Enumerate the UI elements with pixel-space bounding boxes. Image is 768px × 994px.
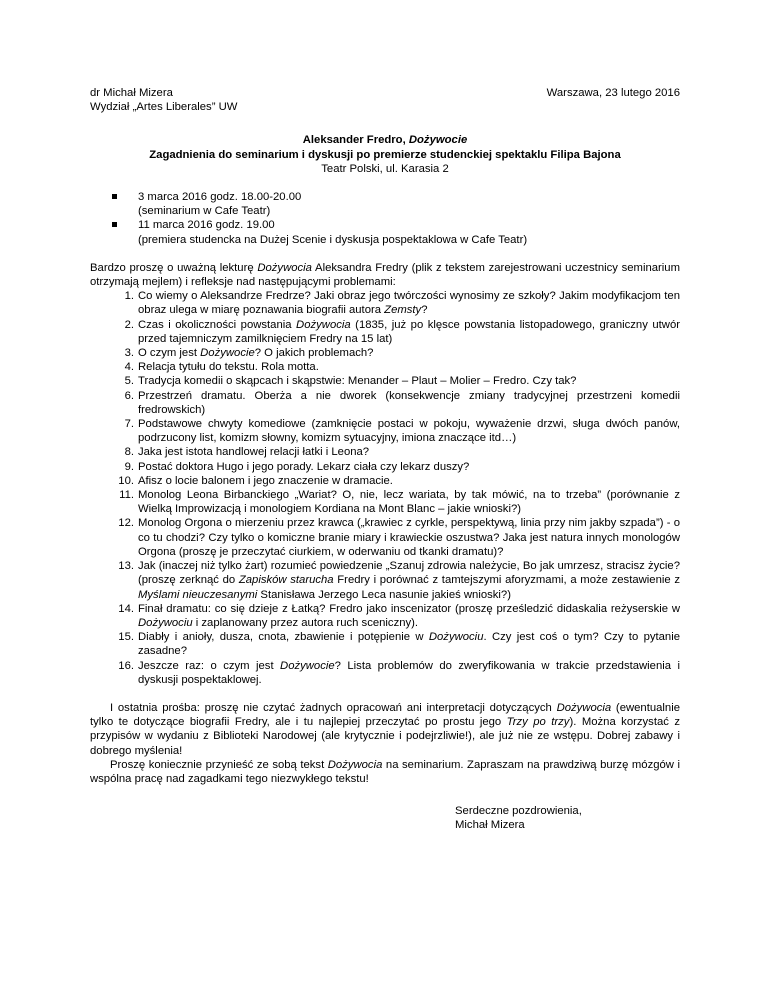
question-item: 1. Co wiemy o Aleksandrze Fredrze? Jaki obraz jego twórczości wynosimy ze szkoły? Jakim modyfikacjom ten obraz ulega w miarę poznawania biografii autora Zemsty?: [124, 290, 680, 317]
intro-paragraph: Bardzo proszę o uważną lekturę Dożywocia Aleksandra Fredry (plik z tekstem zarejestrowani uczestnicy seminarium otrzymają mejlem) i refleksje nad następującymi problemami:: [90, 261, 680, 289]
event-list: [90, 190, 680, 247]
square-bullet-icon: [112, 194, 117, 199]
title-block: [90, 133, 680, 176]
question-item: 3. O czym jest Dożywocie? O jakich problemach?: [124, 347, 374, 360]
square-bullet-icon: [112, 222, 117, 227]
question-item: 9. Postać doktora Hugo i jego porady. Lekarz ciała czy lekarz duszy?: [124, 460, 470, 473]
signature-name: Michał Mizera: [455, 819, 525, 832]
question-item: 5. Tradycja komedii o skąpcach i skąpstwie: Menander – Plaut – Molier – Fredro. Czy tak?: [124, 375, 577, 388]
question-item: 4. Relacja tytułu do tekstu. Rola motta.: [124, 361, 319, 374]
question-item: 7. Podstawowe chwyty komediowe (zamknięcie postaci w pokoju, wyważenie drzwi, sługa dwóch panów, podrzucony list, komizm słowny, komizm sytuacyjny, imiona znaczące itd…): [124, 418, 680, 445]
department-name: Wydział „Artes Liberales” UW: [90, 101, 238, 114]
question-item: 12. Monolog Orgona o mierzeniu przez krawca („krawiec z cyrkle, perspektywą, linia przy nim jakby szpada”) - o co tu chodzi? Czy tylko o komiczne branie miary i krawieckie oszustwa? Jaka jest natura innych monologów Orgona (proszę je przeczytać ciurkiem, w oderwaniu od tkanki dramatu)?: [118, 517, 680, 558]
closing-paragraph: Proszę koniecznie przynieść ze sobą tekst Dożywocia na seminarium. Zapraszam na prawdziwą burzę mózgów i wspólna pracę nad zagadkami tego niezwykłego tekstu!: [90, 758, 680, 785]
work-title: Dożywocie: [408, 134, 468, 147]
event-note: (premiera studencka na Dużej Scenie i dyskusja pospektaklowa w Cafe Teatr): [138, 233, 528, 246]
question-item: 15. Diabły i anioły, dusza, cnota, zbawienie i potępienie w Dożywociu. Czy jest coś o tym? Czy to pytanie zasadne?: [118, 631, 680, 658]
event-note: (seminarium w Cafe Teatr): [138, 205, 271, 218]
document-title: Aleksander Fredro, Dożywocie: [302, 134, 468, 147]
event-item: [112, 218, 680, 246]
question-item: 2. Czas i okoliczności powstania Dożywocia (1835, już po klęsce powstania listopadowego, graniczny utwór przed tajemniczym zamilknięciem Fredry na 15 lat): [124, 318, 680, 345]
event-item: [112, 190, 680, 218]
question-list: [90, 289, 680, 687]
document-subtitle: Zagadnienia do seminarium i dyskusji po premierze studenckiej spektaklu Filipa Bajona: [149, 148, 621, 161]
question-item: 10. Afisz o locie balonem i jego znaczenie w dramacie.: [118, 474, 393, 487]
event-date: 3 marca 2016 godz. 18.00-20.00: [138, 191, 302, 204]
question-item: 16. Jeszcze raz: o czym jest Dożywocie? Lista problemów do zweryfikowania w trakcie przedstawienia i dyskusji pospektaklowej.: [118, 659, 680, 686]
question-item: 13. Jak (inaczej niż tylko żart) rozumieć powiedzenie „Szanuj zdrowia należycie, Bo jak umrzesz, stracisz życie? (proszę zerknąć do Zapisków starucha Fredry i porównać z tamtejszymi aforyzmami, a może zestawienie z Myślami nieuczesanymi Stanisława Jerzego Leca nasunie jakieś wnioski?): [118, 560, 680, 601]
letter-header: [90, 86, 680, 114]
closing-paragraph: I ostatnia prośba: proszę nie czytać żadnych opracowań ani interpretacji dotyczących Dożywocia (ewentualnie tylko te dotyczące biografii Fredry, ale i tu najlepiej przeczytać po prostu jego Trzy po trzy). Można korzystać z przypisów w wydaniu z Biblioteki Narodowej (ale krytycznie i podejrzliwie!), ale już nie ze wstępu. Dobrej zabawy i dobrego myślenia!: [90, 701, 680, 757]
author-name: dr Michał Mizera: [90, 87, 173, 99]
place-date: Warszawa, 23 lutego 2016: [546, 87, 680, 99]
question-item: 11. Monolog Leona Birbanckiego „Wariat? O, nie, lecz wariata, by tak mówić, na to trzeba” (porównanie z Wielką Improwizacją i monologiem Kordiana na Mont Blanc – jakie wnioski?): [119, 489, 680, 516]
signature-block: [455, 804, 680, 832]
greeting: Serdeczne pozdrowienia,: [455, 805, 582, 818]
event-date: 11 marca 2016 godz. 19.00: [138, 219, 275, 232]
question-item: 14. Finał dramatu: co się dzieje z Łatką? Fredro jako inscenizator (proszę prześledzić didaskalia reżyserskie w Dożywociu i zaplanowany przez autora ruch sceniczny).: [118, 602, 680, 629]
venue: Teatr Polski, ul. Karasia 2: [321, 162, 449, 175]
closing-section: [90, 701, 680, 786]
sender-block: [90, 86, 237, 114]
question-item: 6. Przestrzeń dramatu. Oberża a nie dworek (konsekwencje zmiany tradycyjnej przestrzeni komedii fredrowskich): [124, 389, 680, 416]
question-item: 8. Jaka jest istota handlowej relacji łatki i Leona?: [124, 446, 370, 459]
document-page: [90, 86, 680, 833]
